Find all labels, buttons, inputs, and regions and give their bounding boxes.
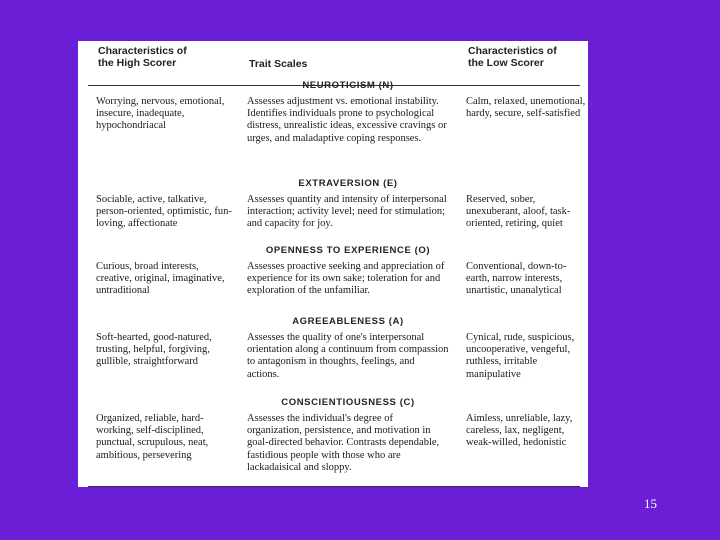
trait-description: Assesses the individual's degree of organization, persistence, and motivation in goal-directed behavior. Contrasts dependable, fastidious people with those who are lackadaisical and sloppy. xyxy=(247,413,440,473)
low-scorer-traits: Reserved, sober, unexuberant, aloof, task-oriented, retiring, quiet xyxy=(466,194,571,230)
low-scorer-traits: Aimless, unreliable, lazy, careless, lax, negligent, weak-willed, hedonistic xyxy=(466,413,573,449)
page-number: 15 xyxy=(644,496,657,511)
header-trait-scales: Trait Scales xyxy=(249,58,308,70)
high-scorer-traits: Soft-hearted, good-natured, trusting, helpful, forgiving, gullible, straightforward xyxy=(96,332,212,368)
high-scorer-traits: Organized, reliable, hard-working, self-disciplined, punctual, scrupulous, neat, ambitious, persevering xyxy=(96,413,209,461)
trait-description: Assesses adjustment vs. emotional instability. Identifies individuals prone to psychological distress, unrealistic ideas, excessive cravings or urges, and maladaptive coping responses. xyxy=(247,96,447,144)
low-scorer-traits: Cynical, rude, suspicious, uncooperative, vengeful, ruthless, irritable manipulative xyxy=(466,332,575,380)
trait-description: Assesses proactive seeking and appreciation of experience for its own sake; toleration for and exploration of the unfamiliar. xyxy=(247,261,445,297)
high-scorer-traits: Worrying, nervous, emotional, insecure, inadequate, hypochondriacal xyxy=(96,96,225,132)
header-high-scorer: Characteristics of the High Scorer xyxy=(98,45,187,69)
trait-description: Assesses the quality of one's interpersonal orientation along a continuum from compassion to antagonism in thoughts, feelings, and actions. xyxy=(247,332,449,380)
section-title: NEUROTICISM (N) xyxy=(302,80,394,91)
low-scorer-traits: Conventional, down-to-earth, narrow interests, unartistic, unanalytical xyxy=(466,261,567,297)
section-title: AGREEABLENESS (A) xyxy=(292,316,404,327)
high-scorer-traits: Sociable, active, talkative, person-oriented, optimistic, fun-loving, affectionate xyxy=(96,194,232,230)
section-title: CONSCIENTIOUSNESS (C) xyxy=(281,397,415,408)
trait-description: Assesses quantity and intensity of interpersonal interaction; activity level; need for stimulation; and capacity for joy. xyxy=(247,194,447,230)
section-title: EXTRAVERSION (E) xyxy=(298,178,398,189)
low-scorer-traits: Calm, relaxed, unemotional, hardy, secure, self-satisfied xyxy=(466,96,586,120)
bottom-rule xyxy=(88,486,580,487)
section-title: OPENNESS TO EXPERIENCE (O) xyxy=(265,245,431,256)
trait-table-document xyxy=(78,41,588,487)
header-low-scorer: Characteristics of the Low Scorer xyxy=(468,45,557,69)
high-scorer-traits: Curious, broad interests, creative, original, imaginative, untraditional xyxy=(96,261,225,297)
